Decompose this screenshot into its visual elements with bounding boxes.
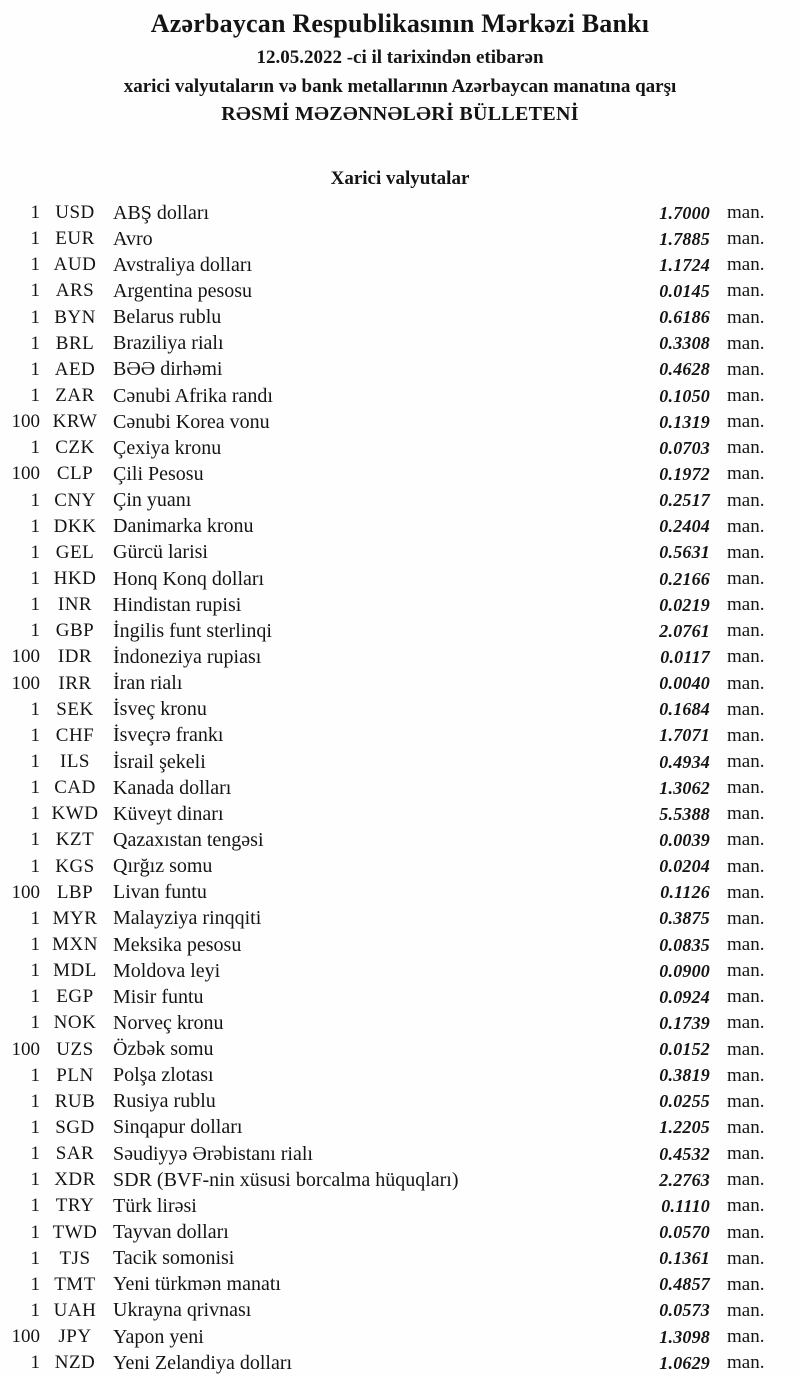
currency-name: Qırğız somu <box>113 855 213 878</box>
quantity: 1 <box>30 254 40 276</box>
currency-name: ABŞ dolları <box>113 201 210 224</box>
rate-row <box>0 566 800 592</box>
bulletin-subtitle: xarici valyutaların və bank metallarının Azərbaycan manatına qarşı <box>123 76 677 97</box>
rate-row <box>0 409 800 435</box>
currency-code: TWD <box>52 1221 98 1243</box>
quantity: 1 <box>30 777 40 799</box>
rate-value: 0.1110 <box>661 1195 710 1216</box>
rate-row <box>0 435 800 461</box>
unit-label: man. <box>727 1273 765 1295</box>
rate-row <box>0 461 800 487</box>
rate-row <box>0 1063 800 1089</box>
quantity: 1 <box>30 1352 40 1374</box>
rate-row <box>0 880 800 906</box>
quantity: 1 <box>30 960 40 982</box>
quantity: 1 <box>30 1221 40 1243</box>
currency-code: JPY <box>58 1326 92 1348</box>
currency-code: UAH <box>53 1299 97 1321</box>
unit-label: man. <box>727 1195 765 1217</box>
quantity: 1 <box>30 332 40 354</box>
currency-name: Yeni türkmən manatı <box>113 1273 281 1296</box>
unit-label: man. <box>727 620 765 642</box>
currency-name: Yeni Zelandiya dolları <box>113 1351 293 1374</box>
unit-label: man. <box>727 1064 765 1086</box>
currency-name: İran rialı <box>113 672 183 695</box>
unit-label: man. <box>727 1116 765 1138</box>
currency-name: Küveyt dinarı <box>113 802 224 825</box>
rate-value: 0.0204 <box>659 856 710 877</box>
currency-code: SEK <box>56 698 94 720</box>
unit-label: man. <box>727 881 765 903</box>
rate-row <box>0 1193 800 1219</box>
currency-code: EUR <box>55 228 95 250</box>
rate-row <box>0 278 800 304</box>
quantity: 1 <box>30 829 40 851</box>
quantity: 100 <box>11 411 40 433</box>
quantity: 100 <box>11 646 40 668</box>
rate-value: 0.0145 <box>659 280 710 301</box>
rate-row <box>0 1167 800 1193</box>
rate-row <box>0 906 800 932</box>
effective-date-line: 12.05.2022 -ci il tarixindən etibarən <box>256 47 544 68</box>
quantity: 1 <box>30 855 40 877</box>
rate-value: 0.2404 <box>659 516 710 537</box>
bulletin-title: RƏSMİ MƏZƏNNƏLƏRİ BÜLLETENİ <box>221 103 579 125</box>
currency-code: USD <box>55 202 95 224</box>
rate-value: 1.0629 <box>659 1352 710 1373</box>
unit-label: man. <box>727 437 765 459</box>
rate-row <box>0 305 800 331</box>
currency-name: Özbək somu <box>113 1038 214 1061</box>
rate-row <box>0 540 800 566</box>
rate-value: 1.3062 <box>659 777 710 798</box>
currency-code: AED <box>54 358 96 380</box>
quantity: 1 <box>30 1273 40 1295</box>
unit-label: man. <box>727 1012 765 1034</box>
currency-name: Honq Konq dolları <box>113 567 265 590</box>
currency-code: KGS <box>55 855 95 877</box>
unit-label: man. <box>727 646 765 668</box>
quantity: 100 <box>11 1326 40 1348</box>
currency-code: LBP <box>56 881 94 903</box>
currency-code: ZAR <box>55 385 95 407</box>
rate-row <box>0 697 800 723</box>
unit-label: man. <box>727 1326 765 1348</box>
rates-table <box>0 200 800 1376</box>
rate-value: 5.5388 <box>659 803 710 824</box>
rate-value: 1.7000 <box>659 202 710 223</box>
unit-label: man. <box>727 411 765 433</box>
quantity: 100 <box>11 463 40 485</box>
rate-row <box>0 592 800 618</box>
rate-value: 0.3875 <box>659 908 710 929</box>
currency-name: Tacik somonisi <box>113 1247 235 1270</box>
rate-value: 0.0924 <box>659 986 710 1007</box>
currency-code: GEL <box>55 541 95 563</box>
currency-name: Avstraliya dolları <box>113 253 253 276</box>
rate-value: 1.7885 <box>659 228 710 249</box>
rate-value: 1.3098 <box>659 1326 710 1347</box>
currency-name: Gürcü larisi <box>113 541 208 564</box>
currency-code: CHF <box>55 724 95 746</box>
quantity: 1 <box>30 515 40 537</box>
rate-value: 0.1126 <box>660 882 710 903</box>
rate-value: 0.6186 <box>659 307 710 328</box>
currency-code: UZS <box>56 1038 94 1060</box>
rate-row <box>0 252 800 278</box>
currency-code: CLP <box>56 463 94 485</box>
quantity: 1 <box>30 385 40 407</box>
rate-row <box>0 226 800 252</box>
unit-label: man. <box>727 254 765 276</box>
unit-label: man. <box>727 385 765 407</box>
currency-name: SDR (BVF-nin xüsusi borcalma hüquqları) <box>113 1168 459 1191</box>
unit-label: man. <box>727 1352 765 1374</box>
rate-value: 0.3819 <box>659 1065 710 1086</box>
rate-value: 2.2763 <box>659 1169 710 1190</box>
currency-name: Livan funtu <box>113 881 207 904</box>
currency-name: Hindistan rupisi <box>113 593 242 616</box>
rate-row <box>0 932 800 958</box>
currency-name: Argentina pesosu <box>113 279 253 302</box>
unit-label: man. <box>727 541 765 563</box>
unit-label: man. <box>727 960 765 982</box>
currency-code: TRY <box>55 1195 95 1217</box>
currency-name: Səudiyyə Ərəbistanı rialı <box>113 1142 313 1165</box>
unit-label: man. <box>727 463 765 485</box>
currency-code: BYN <box>54 306 96 328</box>
rate-value: 0.4532 <box>659 1143 710 1164</box>
currency-code: EGP <box>56 986 94 1008</box>
rate-row <box>0 383 800 409</box>
rate-row <box>0 488 800 514</box>
unit-label: man. <box>727 1299 765 1321</box>
rate-value: 0.4628 <box>659 359 710 380</box>
rate-value: 0.0039 <box>659 829 710 850</box>
rate-value: 0.0900 <box>659 960 710 981</box>
quantity: 1 <box>30 1247 40 1269</box>
unit-label: man. <box>727 1038 765 1060</box>
currency-name: Malayziya rinqqiti <box>113 907 262 930</box>
bulletin-header <box>0 0 800 127</box>
rate-row <box>0 801 800 827</box>
currency-name: Tayvan dolları <box>113 1221 229 1244</box>
unit-label: man. <box>727 515 765 537</box>
rate-value: 0.1739 <box>659 1012 710 1033</box>
currency-code: NOK <box>53 1012 97 1034</box>
currency-name: Çin yuanı <box>113 489 192 512</box>
currency-name: Rusiya rublu <box>113 1090 216 1113</box>
rate-row <box>0 749 800 775</box>
unit-label: man. <box>727 829 765 851</box>
unit-label: man. <box>727 698 765 720</box>
currency-code: KRW <box>52 411 98 433</box>
quantity: 1 <box>30 358 40 380</box>
section-title-foreign-currencies: Xarici valyutalar <box>330 168 470 189</box>
currency-name: Türk lirəsi <box>113 1194 197 1217</box>
quantity: 1 <box>30 1012 40 1034</box>
currency-code: HKD <box>53 568 97 590</box>
currency-code: GBP <box>55 620 95 642</box>
rate-value: 1.7071 <box>659 725 710 746</box>
unit-label: man. <box>727 986 765 1008</box>
rate-row <box>0 618 800 644</box>
rate-value: 1.1724 <box>659 254 710 275</box>
unit-label: man. <box>727 855 765 877</box>
quantity: 1 <box>30 228 40 250</box>
quantity: 1 <box>30 934 40 955</box>
quantity: 1 <box>30 306 40 328</box>
quantity: 100 <box>11 672 40 694</box>
unit-label: man. <box>727 594 765 616</box>
rate-value: 0.4857 <box>659 1274 710 1295</box>
quantity: 1 <box>30 1116 40 1138</box>
quantity: 1 <box>30 803 40 825</box>
rate-value: 0.0117 <box>660 646 710 667</box>
currency-name: Meksika pesosu <box>113 933 242 956</box>
currency-name: İngilis funt sterlinqi <box>113 619 272 642</box>
rate-row <box>0 1219 800 1245</box>
rate-row <box>0 514 800 540</box>
quantity: 1 <box>30 1195 40 1217</box>
currency-code: MDL <box>53 960 97 982</box>
quantity: 1 <box>30 280 40 302</box>
rate-row <box>0 775 800 801</box>
currency-name: Avro <box>113 227 153 250</box>
currency-code: RUB <box>54 1090 96 1112</box>
quantity: 1 <box>30 1299 40 1321</box>
rate-value: 0.0835 <box>659 934 710 955</box>
quantity: 100 <box>11 881 40 903</box>
rate-row <box>0 200 800 226</box>
quantity: 1 <box>30 568 40 590</box>
unit-label: man. <box>727 907 765 929</box>
rate-value: 0.0040 <box>659 673 710 694</box>
rate-value: 0.2166 <box>659 568 710 589</box>
rate-row <box>0 1141 800 1167</box>
currency-name: Cənubi Korea vonu <box>113 410 270 433</box>
rate-value: 0.0703 <box>659 437 710 458</box>
currency-code: INR <box>57 594 93 616</box>
currency-name: İsveç kronu <box>113 698 207 721</box>
rate-value: 0.0219 <box>659 594 710 615</box>
unit-label: man. <box>727 228 765 250</box>
rate-value: 0.3308 <box>659 333 710 354</box>
currency-name: İndoneziya rupiası <box>113 645 262 668</box>
currency-code: NZD <box>54 1352 96 1374</box>
rate-value: 0.1972 <box>659 463 710 484</box>
currency-code: CNY <box>54 489 96 511</box>
rate-row <box>0 723 800 749</box>
currency-code: XDR <box>54 1169 96 1191</box>
rate-value: 0.1684 <box>659 699 710 720</box>
rate-row <box>0 1010 800 1036</box>
rate-row <box>0 1089 800 1115</box>
unit-label: man. <box>727 777 765 799</box>
rate-value: 0.1050 <box>659 385 710 406</box>
bank-title: Azərbaycan Respublikasının Mərkəzi Bankı <box>150 9 650 38</box>
currency-name: BƏƏ dirhəmi <box>113 358 223 381</box>
unit-label: man. <box>727 934 765 955</box>
rate-value: 0.1361 <box>659 1248 710 1269</box>
rate-value: 0.4934 <box>659 751 710 772</box>
quantity: 1 <box>30 1064 40 1086</box>
currency-code: TJS <box>59 1247 91 1269</box>
unit-label: man. <box>727 489 765 511</box>
unit-label: man. <box>727 1143 765 1165</box>
rate-row <box>0 644 800 670</box>
currency-code: KWD <box>51 803 99 825</box>
currency-code: KZT <box>55 829 95 851</box>
rate-row <box>0 1115 800 1141</box>
currency-code: SAR <box>55 1143 95 1165</box>
rate-value: 0.0255 <box>659 1091 710 1112</box>
unit-label: man. <box>727 724 765 746</box>
rate-row <box>0 357 800 383</box>
rate-row <box>0 331 800 357</box>
rate-value: 1.2205 <box>659 1117 710 1138</box>
rate-value: 0.1319 <box>659 411 710 432</box>
unit-label: man. <box>727 358 765 380</box>
currency-name: Norveç kronu <box>113 1011 224 1034</box>
currency-name: Polşa zlotası <box>113 1064 214 1087</box>
currency-name: Ukrayna qrivnası <box>113 1299 252 1322</box>
rate-row <box>0 1246 800 1272</box>
quantity: 1 <box>30 724 40 746</box>
quantity: 1 <box>30 620 40 642</box>
rate-value: 0.0570 <box>659 1222 710 1243</box>
quantity: 1 <box>30 437 40 459</box>
unit-label: man. <box>727 568 765 590</box>
currency-code: DKK <box>53 515 97 537</box>
quantity: 1 <box>30 698 40 720</box>
unit-label: man. <box>727 332 765 354</box>
unit-label: man. <box>727 1169 765 1191</box>
currency-name: Sinqapur dolları <box>113 1116 243 1139</box>
unit-label: man. <box>727 306 765 328</box>
unit-label: man. <box>727 803 765 825</box>
unit-label: man. <box>727 751 765 773</box>
currency-code: CZK <box>55 437 95 459</box>
rate-row <box>0 827 800 853</box>
currency-name: Çili Pesosu <box>113 462 204 485</box>
unit-label: man. <box>727 1247 765 1269</box>
rate-value: 0.0152 <box>659 1039 710 1060</box>
currency-code: MXN <box>52 934 98 955</box>
currency-name: Cənubi Afrika randı <box>113 384 273 407</box>
quantity: 1 <box>30 907 40 929</box>
rate-value: 2.0761 <box>659 620 710 641</box>
rate-row <box>0 1350 800 1376</box>
unit-label: man. <box>727 280 765 302</box>
quantity: 1 <box>30 1169 40 1191</box>
rate-row <box>0 1324 800 1350</box>
currency-code: ILS <box>60 751 90 773</box>
quantity: 1 <box>30 986 40 1008</box>
quantity: 1 <box>30 1090 40 1112</box>
currency-name: Yapon yeni <box>113 1325 204 1348</box>
currency-name: Moldova leyi <box>113 959 221 982</box>
rate-row <box>0 854 800 880</box>
quantity: 100 <box>11 1038 40 1060</box>
rate-row <box>0 1037 800 1063</box>
unit-label: man. <box>727 1221 765 1243</box>
currency-name: Kanada dolları <box>113 776 232 799</box>
quantity: 1 <box>30 1143 40 1165</box>
rate-value: 0.2517 <box>659 490 710 511</box>
currency-name: Braziliya rialı <box>113 332 224 355</box>
currency-name: İsveçrə frankı <box>113 724 224 747</box>
currency-name: Çexiya kronu <box>113 436 222 459</box>
currency-code: ARS <box>55 280 95 302</box>
unit-label: man. <box>727 1090 765 1112</box>
currency-name: Misir funtu <box>113 985 204 1008</box>
currency-code: TMT <box>54 1273 96 1295</box>
unit-label: man. <box>727 672 765 694</box>
currency-code: MYR <box>52 907 98 929</box>
rate-row <box>0 671 800 697</box>
quantity: 1 <box>30 202 40 224</box>
currency-code: BRL <box>55 332 95 354</box>
currency-code: SGD <box>55 1116 95 1138</box>
currency-code: AUD <box>53 254 97 276</box>
quantity: 1 <box>30 541 40 563</box>
currency-name: Danimarka kronu <box>113 515 254 538</box>
quantity: 1 <box>30 594 40 616</box>
rate-row <box>0 1272 800 1298</box>
rate-value: 0.5631 <box>659 542 710 563</box>
currency-name: İsrail şekeli <box>113 750 206 773</box>
rate-row <box>0 1298 800 1324</box>
currency-code: PLN <box>56 1064 94 1086</box>
currency-code: IRR <box>58 672 92 694</box>
unit-label: man. <box>727 202 765 224</box>
rate-value: 0.0573 <box>659 1300 710 1321</box>
currency-code: CAD <box>54 777 96 799</box>
quantity: 1 <box>30 489 40 511</box>
currency-name: Belarus rublu <box>113 306 222 329</box>
quantity: 1 <box>30 751 40 773</box>
currency-code: IDR <box>57 646 93 668</box>
rate-row <box>0 984 800 1010</box>
currency-name: Qazaxıstan tengəsi <box>113 828 264 851</box>
rate-row <box>0 958 800 984</box>
